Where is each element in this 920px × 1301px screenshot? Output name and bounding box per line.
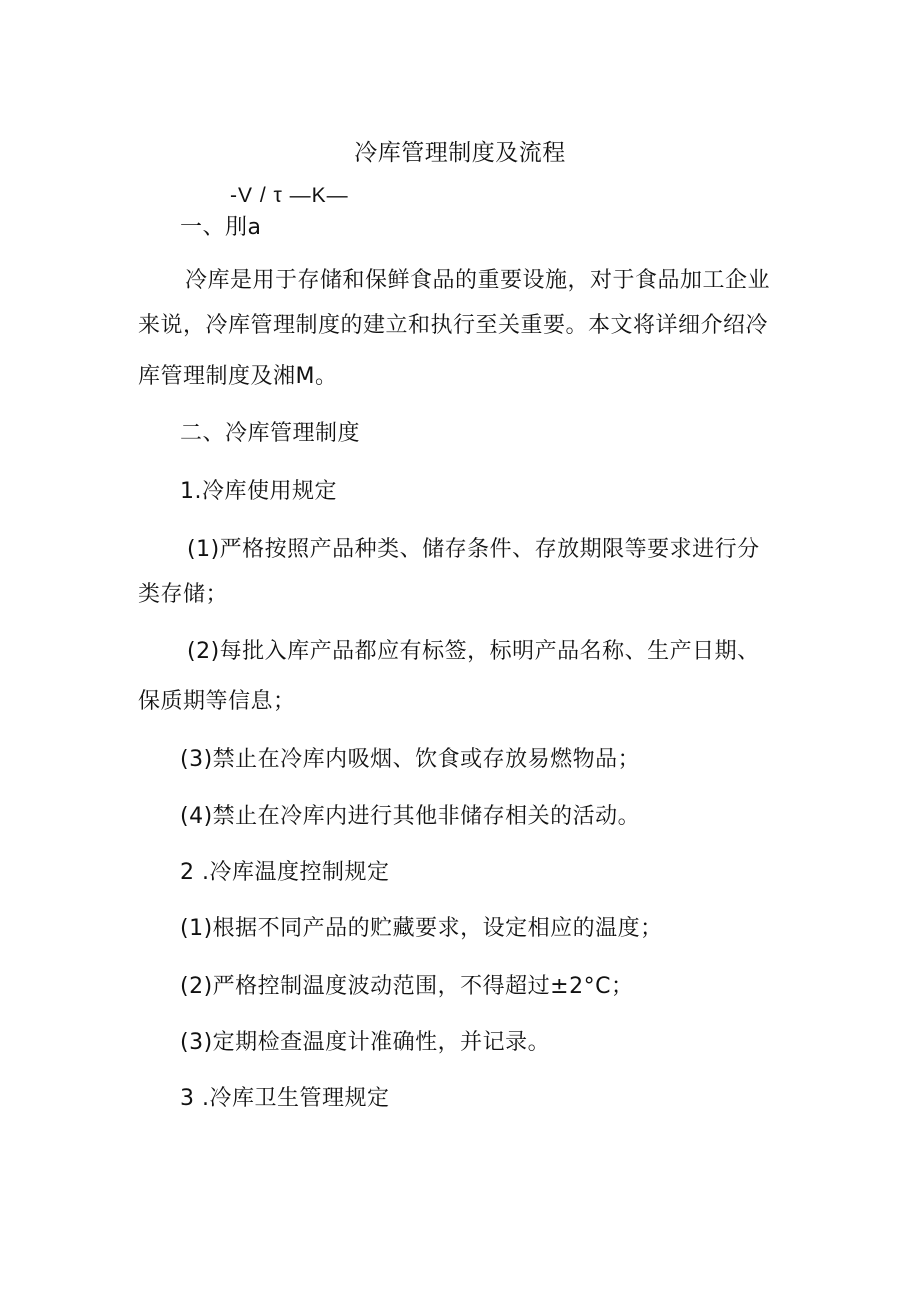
intro-line: 来说，冷库管理制度的建立和执行至关重要。本文将详细介绍冷	[138, 313, 769, 338]
list-item-continuation: 保质期等信息；	[138, 689, 296, 714]
list-item: (1)根据不同产品的贮藏要求，设定相应的温度；	[180, 916, 663, 941]
section2-heading: 二、冷库管理制度	[180, 421, 361, 446]
list-item: (3)禁止在冷库内吸烟、饮食或存放易燃物品；	[180, 747, 641, 772]
subsection1-heading: 1.冷库使用规定	[180, 479, 337, 504]
list-item: (2)每批入库产品都应有标签，标明产品名称、生产日期、	[187, 639, 760, 664]
list-item: (3)定期检查温度计准确性，并记录。	[180, 1030, 551, 1055]
subsection2-heading: 2 .冷库温度控制规定	[180, 860, 390, 885]
subsection3-heading: 3 .冷库卫生管理规定	[180, 1086, 390, 1111]
intro-line: 库管理制度及湘M。	[138, 364, 338, 389]
section1-heading: 一、刖a	[180, 215, 262, 240]
list-item: (2)严格控制温度波动范围，不得超过±2°C；	[180, 974, 634, 999]
list-item: (1)严格按照产品种类、储存条件、存放期限等要求进行分	[187, 537, 760, 562]
list-item: (4)禁止在冷库内进行其他非储存相关的活动。	[180, 804, 641, 829]
document-subtitle: -V / τ —K—	[230, 184, 349, 207]
list-item-continuation: 类存储；	[138, 582, 229, 607]
document-title: 冷库管理制度及流程	[354, 140, 566, 166]
intro-line: 冷库是用于存储和保鲜食品的重要设施，对于食品加工企业	[185, 268, 771, 293]
